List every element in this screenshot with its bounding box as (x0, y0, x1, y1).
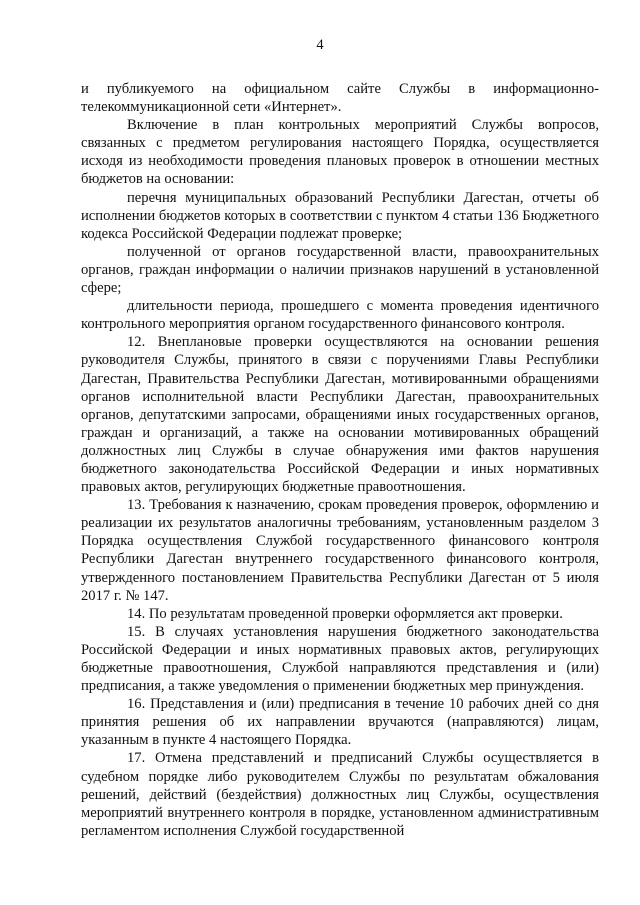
paragraph-received-information: полученной от органов государственной власти, правоохранительных органов, граждан информации о наличии признаков нарушений в установленной сфере; (81, 243, 599, 297)
paragraph-item-16: 16. Представления и (или) предписания в течение 10 рабочих дней со дня принятия решения об их направлении вручаются (направляются) лицам, указанным в пункте 4 настоящего Порядка. (81, 696, 599, 749)
paragraph-period-duration: длительности периода, прошедшего с момента проведения идентичного контрольного мероприятия органом государственного финансового контроля. (81, 298, 599, 333)
paragraph-plan-inclusion: Включение в план контрольных мероприятий Службы вопросов, связанных с предметом регулирования настоящего Порядка, осуществляется исходя из необходимости проведения плановых проверок в отношении местных бюджетов на основании: (81, 117, 599, 188)
paragraph-item-12: 12. Внеплановые проверки осуществляются на основании решения руководителя Службы, принятого в связи с поручениями Главы Республики Дагестан, Правительства Республики Дагестан, мотивированными обращениями органов исполнительной власти Республики Дагестан, правоохранительных органов, депутатскими запросами, обращениями иных государственных органов, граждан и организаций, а также на основании мотивированных обращений должностных лиц Службы в случае обнаружения ими фактов нарушения бюджетного законодательства Российской Федерации и иных нормативных правовых актов, регулирующих бюджетные правоотношения. (81, 334, 599, 496)
page-number: 4 (316, 37, 324, 53)
paragraph-item-15: 15. В случаях установления нарушения бюджетного законодательства Российской Федерации и иных нормативных правовых актов, регулирующих бюджетные правоотношения, Службой направляются представления и (или) предписания, а также уведомления о применении бюджетных мер принуждения. (81, 623, 599, 695)
paragraph-item-14: 14. По результатам проведенной проверки оформляется акт проверки. (127, 605, 563, 622)
paragraph-item-13: 13. Требования к назначению, срокам проведения проверок, оформлению и реализации их результатов аналогичны требованиям, установленным разделом 3 Порядка осуществления Службой государственного финансового контроля Республики Дагестан внутреннего государственного финансового контроля, утвержденного постановлением Правительства Республики Дагестан от 5 июля 2017 г. № 147. (81, 497, 599, 604)
paragraph-item-17: 17. Отмена представлений и предписаний Службы осуществляется в судебном порядке либо руководителем Службы по результатам обжалования решений, действий (бездействия) должностных лиц Службы, осуществления мероприятий внутреннего контроля в порядке, установленном административным регламентом исполнения Службой государственной (81, 750, 599, 839)
document-body (81, 80, 599, 840)
paragraph-municipalities-list: перечня муниципальных образований Республики Дагестан, отчеты об исполнении бюджетов которых в соответствии с пунктом 4 статьи 136 Бюджетного кодекса Российской Федерации подлежат проверке; (81, 189, 599, 242)
paragraph-continuation: и публикуемого на официальном сайте Службы в информационно-телекоммуникационной сети «Интернет». (81, 81, 599, 116)
